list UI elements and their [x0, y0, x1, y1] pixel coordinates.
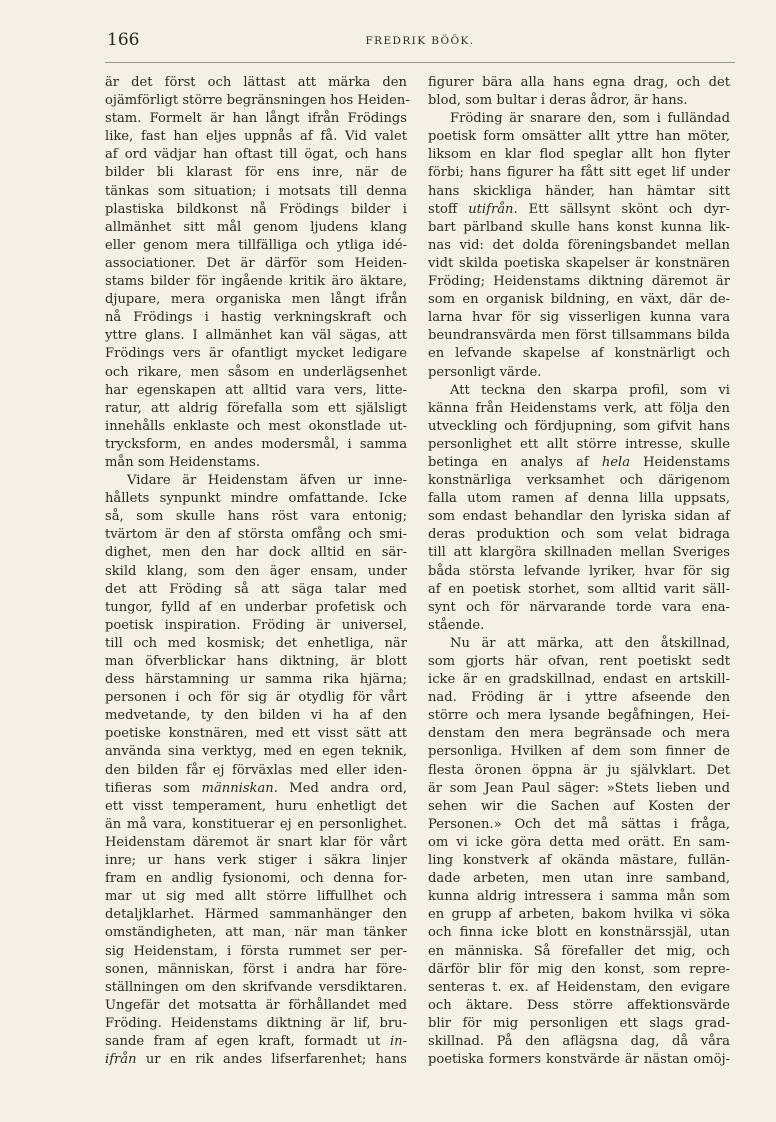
text-line: använda sina verktyg, med en egen teknik,: [105, 744, 407, 760]
running-title: FREDRIK BÖÖK.: [365, 35, 475, 47]
text-line: därför blir för mig den konst, som repre-: [428, 961, 730, 977]
text-line: tänkas som situation; i motsats till denna: [105, 183, 407, 199]
text-line: allmänhet sitt mål genom ljudens klang: [105, 219, 407, 235]
text-line: större och mera lysande begåfningen, Hei-: [428, 708, 730, 724]
text-line: Vidare är Heidenstam äfven ur inne-: [127, 473, 407, 489]
text-line: betinga en analys af hela Heidenstams: [428, 454, 731, 470]
text-line: sande fram af egen kraft, formadt ut in-: [105, 1033, 407, 1049]
text-line: flesta öronen öppna är ju självklart. Det: [428, 762, 730, 778]
text-line: ling konstverk af okända mästare, fullän-: [428, 853, 730, 869]
text-line: dighet, men den har dock alltid en sär-: [105, 545, 407, 561]
text-line: än må vara, konstituerar ej en personlighet.: [105, 816, 407, 832]
text-line: konstnärliga verksamhet och därigenom: [428, 473, 730, 489]
text-line: sig Heidenstam, i första rummet ser per-: [105, 943, 407, 959]
text-line: Nu är att märka, att den åtskillnad,: [450, 635, 730, 651]
text-line: ett visst temperament, huru enhetligt det: [105, 798, 407, 814]
text-line: det att Fröding så att säga talar med: [105, 581, 407, 597]
text-line: Att teckna den skarpa profil, som vi: [450, 382, 730, 398]
text-line: poetisk form omsätter allt yttre han möter,: [428, 129, 730, 145]
italic-word: ifrån: [105, 1052, 137, 1068]
text-line: mån som Heidenstams.: [105, 454, 261, 470]
text-line: larna hvar för sig visserligen kunna vara: [428, 310, 730, 326]
text-line: nå Frödings i hastig verkningskraft och: [105, 310, 407, 326]
text-line: tvärtom är den af största omfång och smi-: [105, 527, 407, 543]
text-line: medvetande, ty den bilden vi ha af den: [105, 708, 407, 724]
text-line: förbi; hans figurer ha fått sitt eget lif under: [428, 165, 730, 181]
italic-word: hela: [601, 454, 631, 470]
text-line: som en organisk bildning, en växt, där de-: [428, 292, 730, 308]
text-line: poetisk inspiration. Fröding är universel,: [105, 617, 407, 633]
text-line: och finna icke blott en konstnärssjäl, utan: [428, 925, 730, 941]
text-line: ställningen om den skrifvande versdiktaren.: [105, 979, 407, 995]
italic-word: utifrån.: [468, 201, 518, 217]
text-line: icke är en gradskillnad, endast en artskill-: [428, 672, 730, 688]
text-line: tungor, fylld af en underbar profetisk och: [105, 599, 407, 615]
text-line: har egenskapen att alltid vara vers, litte-: [105, 382, 407, 398]
text-line: om vi icke göra detta med orätt. En sam-: [428, 834, 730, 850]
text-line: hållets synpunkt mindre omfattande. Icke: [105, 491, 407, 507]
text-line: en grupp af arbeten, bakom hvilka vi söka: [428, 907, 730, 923]
text-line: bilder bli klarast för ens inre, när de: [105, 165, 407, 181]
text-line: en människa. Så förefaller det mig, och: [428, 943, 730, 959]
text-line: eller genom mera tillfälliga och ytliga idé-: [105, 237, 407, 253]
text-line: till att klargöra skillnaden mellan Sveriges: [428, 545, 730, 561]
text-line: beundransvärda men först tillsammans bilda: [428, 328, 730, 344]
text-line: vidt skilda poetiska skapelser är konstnären: [428, 255, 730, 271]
text-line: som endast behandlar den lyriska sidan af: [428, 509, 730, 525]
text-line: senteras t. ex. af Heidenstam, den evigare: [428, 979, 730, 995]
text-line: falla utom ramen af denna lilla uppsats,: [428, 491, 730, 507]
text-line: till och med kosmisk; det enhetliga, när: [105, 635, 407, 651]
text-line: synt och för närvarande torde vara ena-: [428, 599, 730, 615]
text-line: poetiske konstnären, med ett visst sätt att: [105, 726, 407, 742]
italic-word: människan.: [201, 780, 278, 796]
text-line: är som Jean Paul säger: »Stets lieben und: [428, 780, 730, 796]
text-line: personligt värde.: [428, 364, 542, 380]
page-number: 166: [107, 30, 140, 50]
text-line: af ord vädjar han oftast till ögat, och hans: [105, 147, 407, 163]
text-line: deras produktion och som velat bidraga: [428, 527, 730, 543]
text-line: skild klang, som den äger ensam, under: [105, 563, 407, 579]
text-line: af en poetisk storhet, som alltid varit säll-: [428, 581, 730, 597]
text-line: Fröding. Heidenstams diktning är lif, bru-: [105, 1015, 407, 1031]
text-line: detaljklarhet. Härmed sammanhänger den: [105, 907, 407, 923]
header-rule: [105, 62, 735, 63]
text-line: denstam den mera begränsade och mera: [428, 726, 730, 742]
text-line: stående.: [428, 617, 485, 633]
text-line: stam. Formelt är han långt ifrån Frödings: [105, 111, 407, 127]
text-line: skillnad. På den aflägsna dag, då våra: [428, 1033, 730, 1049]
text-line: och äktare. Dess större affektionsvärde: [428, 997, 730, 1013]
text-line: och rikare, men såsom en underlägsenhet: [105, 364, 407, 380]
text-line: båda största lefvande lyriker, hvar för sig: [428, 563, 730, 579]
text-line: utveckling och fördjupning, som gifvit hans: [428, 418, 730, 434]
left-column: [105, 74, 410, 1069]
text-line: personen i och för sig är otydlig för vårt: [105, 690, 407, 706]
text-line: blir för mig personligen ett slags grad-: [428, 1015, 730, 1031]
text-line: personlighet ett allt större intresse, skulle: [428, 436, 730, 452]
text-line: tifieras som människan. Med andra ord,: [105, 780, 407, 796]
text-line: figurer bära alla hans egna drag, och det: [428, 75, 730, 90]
text-line: Heidenstam däremot är snart klar för vårt: [105, 834, 407, 850]
text-line: trycksform, en andes modersmål, i samma: [105, 436, 407, 452]
text-line: som gjorts här ofvan, rent poetiskt sedt: [428, 654, 730, 669]
text-line: sehen wir die Sachen auf Kosten der: [428, 798, 730, 814]
text-line: djupare, mera organiska men långt ifrån: [105, 292, 407, 308]
right-column: [428, 74, 730, 1069]
text-line: bart pärlband skulle hans konst kunna lik-: [428, 219, 730, 235]
text-line: en lefvande skapelse af konstnärligt och: [428, 346, 730, 362]
text-line: ifrån ur en rik andes lifserfarenhet; hans: [105, 1052, 407, 1068]
italic-word: in-: [389, 1033, 407, 1049]
text-line: Personen.» Och det må sättas i fråga,: [428, 816, 730, 832]
text-line: yttre glans. I allmänhet kan väl sägas, att: [105, 328, 407, 344]
text-line: är det först och lättast att märka den: [105, 75, 407, 90]
text-line: mar ut sig med allt större liffullhet och: [105, 889, 407, 905]
text-line: inre; ur hans verk stiger i säkra linjer: [105, 853, 407, 869]
text-line: nad. Fröding är i yttre afseende den: [428, 690, 730, 706]
text-line: blod, som bultar i deras ådror, är hans.: [428, 93, 688, 109]
text-line: nas vid: det dolda föreningsbandet mellan: [428, 237, 730, 253]
text-line: hans skickliga händer, han hämtar sitt: [428, 183, 730, 199]
page-header: [105, 30, 735, 58]
text-line: dess härstamning ur samma rika hjärna;: [105, 672, 407, 688]
text-line: kunna aldrig intressera i samma mån som: [428, 889, 730, 905]
text-line: personliga. Hvilken af dem som finner de: [428, 744, 730, 760]
text-line: sonen, människan, först i andra har före-: [105, 961, 407, 977]
text-line: poetiska formers konstvärde är nästan omöj-: [428, 1052, 730, 1068]
text-line: stoff utifrån. Ett sällsynt skönt och dyr-: [428, 201, 730, 217]
text-line: stams bilder för ingående kritik äro äktare,: [105, 274, 407, 290]
text-line: Fröding är snarare den, som i fulländad: [450, 111, 730, 127]
text-line: innehålls enklaste och mest okonstlade ut-: [105, 418, 407, 434]
text-line: man öfverblickar hans diktning, är blott: [105, 654, 407, 669]
text-line: omständigheten, att man, när man tänker: [105, 925, 407, 941]
text-line: Ungefär det motsatta är förhållandet med: [105, 997, 407, 1013]
text-line: fram en andlig fysionomi, och denna for-: [105, 871, 407, 887]
text-line: plastiska bildkonst nå Frödings bilder i: [105, 201, 407, 217]
text-line: den bilden får ej förväxlas med eller iden-: [105, 762, 407, 778]
text-line: så, som skulle hans röst vara entonig;: [105, 509, 407, 525]
text-line: liksom en klar flod speglar allt hon flyter: [428, 147, 730, 163]
text-line: dade arbeten, men utan inre samband,: [428, 871, 730, 887]
text-line: ratur, att aldrig förefalla som ett själsligt: [105, 400, 407, 416]
text-line: associationer. Det är därför som Heiden-: [105, 255, 407, 271]
text-line: känna från Heidenstams verk, att följa den: [428, 400, 730, 416]
text-line: ojämförligt större begränsningen hos Heiden-: [105, 93, 410, 109]
text-line: Frödings vers är ofantligt mycket ledigare: [105, 346, 407, 362]
text-line: Fröding; Heidenstams diktning däremot är: [428, 274, 730, 290]
text-line: like, fast han eljes uppnås af få. Vid valet: [105, 129, 407, 145]
